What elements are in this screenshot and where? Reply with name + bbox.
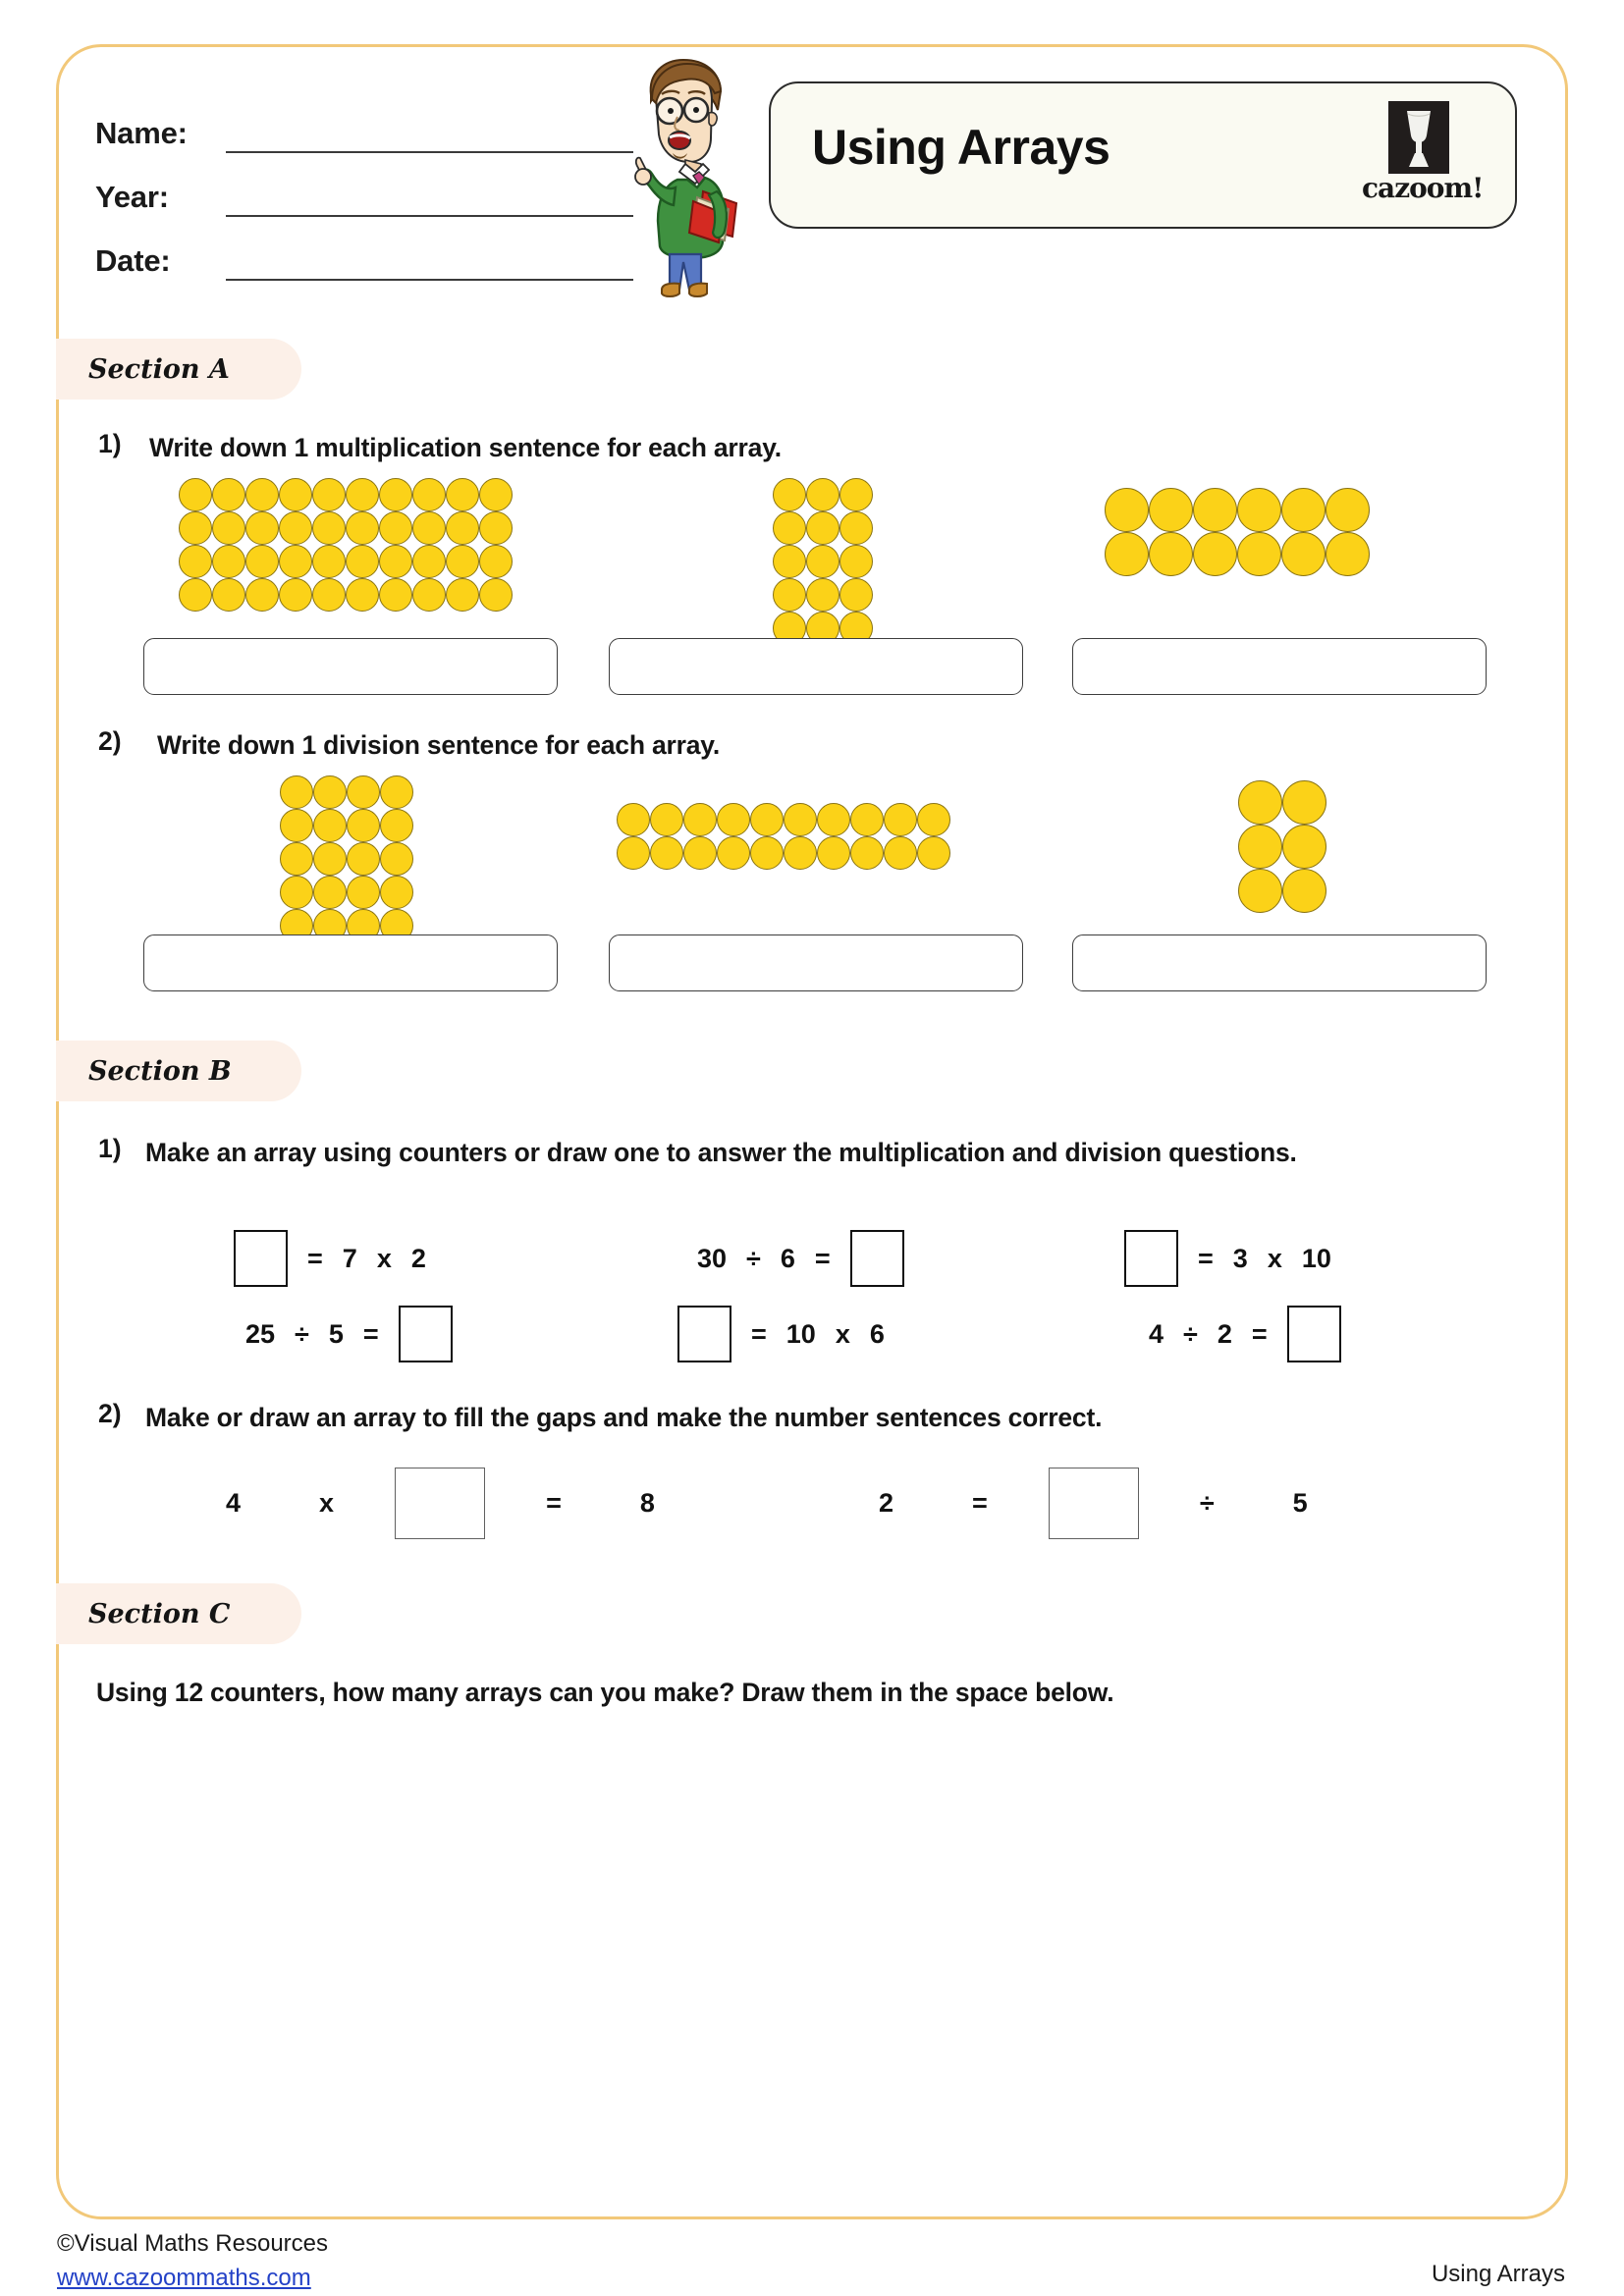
equation-token: 10 <box>785 1318 816 1349</box>
equation-token: 8 <box>639 1488 655 1518</box>
counter <box>750 803 784 836</box>
section-a-q1-answer-1[interactable] <box>143 638 558 695</box>
section-a-q1-array-1 <box>179 478 513 612</box>
section-b-q1-eq-5 <box>668 1306 894 1362</box>
counter <box>683 836 717 870</box>
page-title: Using Arrays <box>812 120 1110 175</box>
footer-credits <box>57 2226 328 2295</box>
section-b-q2-number: 2) <box>98 1399 122 1428</box>
section-b-q1-eq-3 <box>1114 1230 1341 1287</box>
counter-row <box>1238 869 1326 913</box>
equation-token: 4 <box>226 1488 242 1518</box>
counter <box>1193 532 1237 576</box>
answer-box[interactable] <box>1124 1230 1178 1287</box>
section-b-header <box>56 1041 301 1101</box>
section-a-q1-text: Write down 1 multiplication sentence for each array. <box>149 433 782 462</box>
section-a-label: Section A <box>88 353 230 385</box>
counter <box>379 545 412 578</box>
counter <box>773 511 806 545</box>
section-a-q1-number: 1) <box>98 429 122 458</box>
counter <box>479 545 513 578</box>
counter <box>312 511 346 545</box>
counter <box>839 478 873 511</box>
counter <box>446 545 479 578</box>
counter-row <box>179 511 513 545</box>
counter <box>380 809 413 842</box>
counter <box>1282 869 1326 913</box>
counter <box>380 842 413 876</box>
counter <box>1238 869 1282 913</box>
counter-row <box>1105 532 1370 576</box>
counter <box>1105 488 1149 532</box>
counter <box>839 511 873 545</box>
answer-box[interactable] <box>395 1468 485 1539</box>
counter <box>212 578 245 612</box>
equation-token: = <box>751 1318 767 1349</box>
website-link[interactable]: www.cazoommaths.com <box>57 2265 311 2291</box>
equation-token: x <box>319 1488 335 1518</box>
answer-box[interactable] <box>234 1230 288 1287</box>
equation-token: ÷ <box>746 1243 761 1273</box>
counter <box>412 578 446 612</box>
equation-token: = <box>546 1488 562 1518</box>
section-a-header <box>56 339 301 400</box>
counter-row <box>280 775 413 809</box>
counter <box>850 836 884 870</box>
counter <box>380 775 413 809</box>
counter <box>650 803 683 836</box>
counter <box>347 775 380 809</box>
counter <box>917 836 950 870</box>
counter <box>412 511 446 545</box>
counter <box>1238 780 1282 825</box>
counter <box>806 511 839 545</box>
counter <box>806 578 839 612</box>
counter <box>884 836 917 870</box>
counter <box>917 803 950 836</box>
counter-row <box>773 578 873 612</box>
equation-token: = <box>307 1243 323 1273</box>
counter <box>245 478 279 511</box>
counter <box>817 803 850 836</box>
section-b-q1-eq-6 <box>1139 1306 1351 1362</box>
section-a-q2-array-1 <box>280 775 413 942</box>
section-a-q1-array-3 <box>1105 488 1370 576</box>
counter <box>750 836 784 870</box>
equation-token: 6 <box>780 1243 795 1273</box>
counter <box>313 876 347 909</box>
equation-token: 10 <box>1301 1243 1331 1273</box>
counter <box>773 545 806 578</box>
counter <box>313 775 347 809</box>
counter <box>212 478 245 511</box>
answer-box[interactable] <box>850 1230 904 1287</box>
counter <box>346 478 379 511</box>
counter <box>279 578 312 612</box>
answer-box[interactable] <box>1049 1468 1139 1539</box>
equation-token: x <box>376 1243 392 1273</box>
counter <box>279 478 312 511</box>
counter <box>346 511 379 545</box>
counter <box>313 842 347 876</box>
section-a-q2-number: 2) <box>98 726 122 756</box>
equation-token: ÷ <box>295 1318 309 1349</box>
name-field-row <box>95 98 645 153</box>
counter-row <box>179 578 513 612</box>
equation-token: 30 <box>697 1243 728 1273</box>
worksheet-header <box>56 44 1568 309</box>
counter-row <box>773 478 873 511</box>
section-c-header <box>56 1583 301 1644</box>
counter <box>245 578 279 612</box>
counter <box>280 809 313 842</box>
equation-token: 3 <box>1232 1243 1248 1273</box>
equation-token: 2 <box>1217 1318 1232 1349</box>
counter <box>617 803 650 836</box>
counter <box>446 478 479 511</box>
counter <box>279 511 312 545</box>
title-card <box>769 81 1517 229</box>
counter <box>1326 532 1370 576</box>
counter <box>717 836 750 870</box>
counter <box>884 803 917 836</box>
counter <box>346 578 379 612</box>
counter <box>412 545 446 578</box>
cazoom-logo-mark <box>1388 101 1449 174</box>
counter <box>212 511 245 545</box>
equation-token: = <box>362 1318 379 1349</box>
equation-token: x <box>835 1318 850 1349</box>
answer-box[interactable] <box>677 1306 731 1362</box>
section-a-q2-text: Write down 1 division sentence for each array. <box>157 730 720 760</box>
section-a-q2-answer-1[interactable] <box>143 934 558 991</box>
counter-row <box>179 478 513 511</box>
section-b-q1-number: 1) <box>98 1134 122 1163</box>
counter <box>313 809 347 842</box>
equation-token: = <box>972 1488 988 1518</box>
section-c-label: Section C <box>88 1598 231 1629</box>
section-b-label: Section B <box>88 1055 232 1087</box>
counter <box>212 545 245 578</box>
counter <box>479 578 513 612</box>
counter <box>773 478 806 511</box>
counter <box>1237 532 1281 576</box>
equation-token: ÷ <box>1199 1488 1215 1518</box>
counter <box>1282 825 1326 869</box>
copyright-text: ©Visual Maths Resources <box>57 2230 329 2257</box>
counter <box>312 578 346 612</box>
cazoom-logo <box>1362 101 1484 211</box>
section-a-q1-array-2 <box>773 478 873 645</box>
cazoom-logo-text: cazoom! <box>1362 172 1484 204</box>
counter-row <box>773 545 873 578</box>
counter <box>347 809 380 842</box>
counter <box>280 876 313 909</box>
counter <box>806 478 839 511</box>
counter <box>773 578 806 612</box>
date-input-line[interactable] <box>226 243 633 281</box>
counter <box>280 842 313 876</box>
counter <box>784 803 817 836</box>
section-a-q1-answer-3[interactable] <box>1072 638 1487 695</box>
counter <box>1326 488 1370 532</box>
counter-row <box>617 803 950 836</box>
equation-token: 2 <box>879 1488 894 1518</box>
student-fields <box>95 98 645 290</box>
counter-row <box>179 545 513 578</box>
equation-token: 2 <box>410 1243 426 1273</box>
counter <box>683 803 717 836</box>
counter <box>245 511 279 545</box>
answer-box[interactable] <box>399 1306 453 1362</box>
counter-row <box>280 876 413 909</box>
answer-box[interactable] <box>1287 1306 1341 1362</box>
section-a-q2-answer-3[interactable] <box>1072 934 1487 991</box>
name-input-line[interactable] <box>226 116 633 153</box>
equation-token: 4 <box>1149 1318 1164 1349</box>
section-b-q1-eq-1 <box>224 1230 436 1287</box>
counter <box>379 478 412 511</box>
counter <box>446 511 479 545</box>
teacher-mascot-icon <box>619 54 748 311</box>
equation-token: 5 <box>1292 1488 1308 1518</box>
counter <box>650 836 683 870</box>
counter <box>1237 488 1281 532</box>
counter-row <box>280 842 413 876</box>
goblet-icon <box>1403 108 1435 167</box>
section-c-text: Using 12 counters, how many arrays can you make? Draw them in the space below. <box>96 1678 1114 1707</box>
equation-token: = <box>1251 1318 1268 1349</box>
counter <box>817 836 850 870</box>
footer-worksheet-name: Using Arrays <box>1431 2261 1565 2287</box>
equation-token: 25 <box>245 1318 276 1349</box>
counter <box>479 511 513 545</box>
section-b-q2-eq-2 <box>839 1468 1347 1539</box>
counter-row <box>1105 488 1370 532</box>
year-field-label: Year: <box>95 180 169 214</box>
counter <box>379 578 412 612</box>
counter <box>179 511 212 545</box>
section-a-q2-array-3 <box>1238 780 1326 913</box>
counter <box>1281 532 1326 576</box>
counter <box>379 511 412 545</box>
counter <box>806 545 839 578</box>
section-b-q2-text: Make or draw an array to fill the gaps and make the number sentences correct. <box>145 1403 1103 1432</box>
section-b-q2-eq-1 <box>187 1468 694 1539</box>
date-field-label: Date: <box>95 243 171 278</box>
equation-token: 6 <box>869 1318 885 1349</box>
counter-row <box>1238 825 1326 869</box>
counter <box>312 545 346 578</box>
counter <box>312 478 346 511</box>
counter <box>1238 825 1282 869</box>
year-field-row <box>95 162 645 217</box>
counter <box>617 836 650 870</box>
equation-token: 5 <box>328 1318 344 1349</box>
section-a-q2-array-2 <box>617 803 950 870</box>
counter <box>839 578 873 612</box>
counter-row <box>617 836 950 870</box>
section-b-q1-text: Make an array using counters or draw one to answer the multiplication and division questions. <box>145 1138 1297 1167</box>
section-a-q1-answer-2[interactable] <box>609 638 1023 695</box>
counter <box>1105 532 1149 576</box>
counter <box>380 876 413 909</box>
counter <box>1149 532 1193 576</box>
equation-token: = <box>1198 1243 1214 1273</box>
counter <box>1281 488 1326 532</box>
counter <box>279 545 312 578</box>
equation-token: ÷ <box>1183 1318 1198 1349</box>
counter <box>1193 488 1237 532</box>
counter <box>839 545 873 578</box>
section-b-q1-eq-2 <box>687 1230 914 1287</box>
counter <box>1149 488 1193 532</box>
section-c-drawing-area[interactable] <box>96 1728 1471 2199</box>
counter <box>479 478 513 511</box>
counter <box>347 842 380 876</box>
equation-token: = <box>814 1243 831 1273</box>
counter <box>245 545 279 578</box>
counter <box>717 803 750 836</box>
equation-token: 7 <box>342 1243 357 1273</box>
counter <box>179 545 212 578</box>
counter <box>412 478 446 511</box>
counter-row <box>773 511 873 545</box>
counter <box>446 578 479 612</box>
counter <box>179 578 212 612</box>
counter <box>280 775 313 809</box>
counter-row <box>1238 780 1326 825</box>
equation-token: x <box>1267 1243 1282 1273</box>
section-b-q1-eq-4 <box>236 1306 462 1362</box>
year-input-line[interactable] <box>226 180 633 217</box>
counter <box>850 803 884 836</box>
date-field-row <box>95 226 645 281</box>
counter <box>784 836 817 870</box>
counter <box>1282 780 1326 825</box>
counter <box>179 478 212 511</box>
section-a-q2-answer-2[interactable] <box>609 934 1023 991</box>
counter <box>347 876 380 909</box>
counter <box>346 545 379 578</box>
counter-row <box>280 809 413 842</box>
name-field-label: Name: <box>95 116 188 150</box>
